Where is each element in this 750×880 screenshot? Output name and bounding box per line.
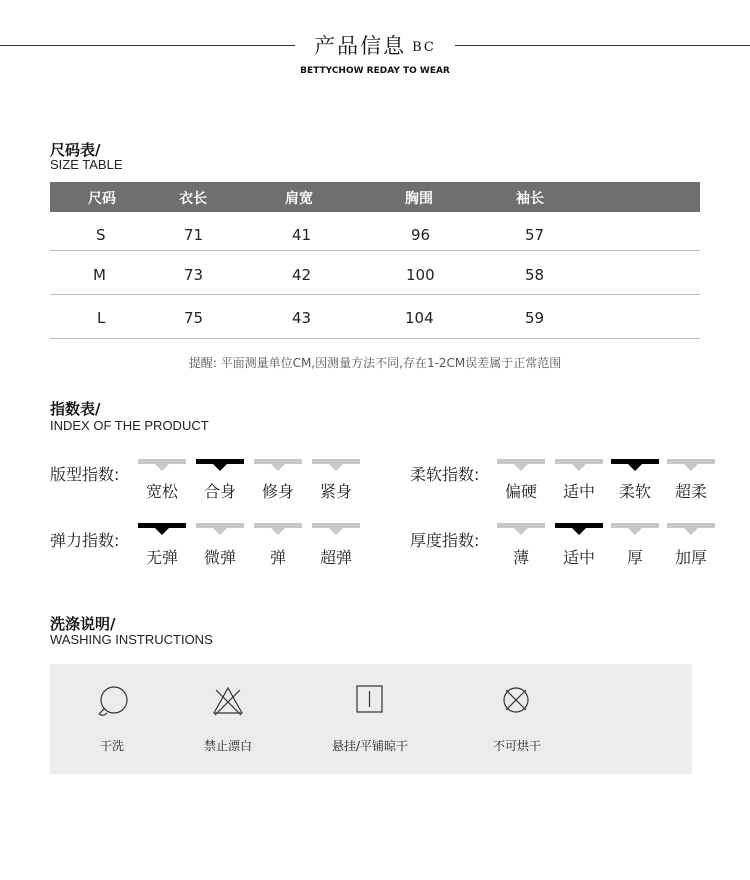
index-indicator (254, 459, 302, 471)
index-label: 版型指数: (50, 465, 120, 484)
hang-dry-icon (349, 681, 389, 721)
index-indicator (555, 523, 603, 535)
index-label: 柔软指数: (410, 465, 480, 484)
table-cell: S (96, 226, 106, 244)
table-cell: 57 (525, 226, 545, 244)
index-option: 超柔 (674, 482, 707, 501)
index-indicator (497, 459, 545, 471)
table-cell: 100 (406, 266, 435, 284)
index-indicator (254, 523, 302, 535)
index-indicator (611, 459, 659, 471)
index-option: 微弹 (203, 548, 236, 567)
size-header-cell: 袖长 (516, 191, 544, 207)
table-cell: 43 (292, 309, 312, 327)
washing-subtitle: WASHING INSTRUCTIONS (50, 632, 213, 647)
size-header-cell: 肩宽 (285, 191, 313, 207)
size-header-cell: 衣长 (179, 191, 207, 207)
size-header-cell: 胸围 (405, 191, 433, 207)
index-indicator (312, 459, 360, 471)
index-indicator (196, 459, 244, 471)
index-option: 超弹 (319, 548, 352, 567)
table-cell: 75 (184, 309, 204, 327)
washing-panel (50, 664, 692, 774)
size-table-title: 尺码表/ (50, 141, 101, 159)
index-option: 适中 (562, 482, 595, 501)
index-option: 厚 (626, 548, 643, 567)
index-label: 弹力指数: (50, 531, 120, 550)
dry-clean-icon (93, 682, 133, 722)
row-divider (50, 338, 700, 339)
index-indicator (667, 459, 715, 471)
wash-label: 干洗 (99, 739, 124, 753)
index-option: 修身 (261, 482, 294, 501)
index-option: 宽松 (145, 482, 178, 501)
table-cell: 96 (411, 226, 431, 244)
no-tumble-dry-icon (496, 682, 536, 722)
table-cell: M (93, 266, 106, 284)
table-cell: 73 (184, 266, 204, 284)
row-divider (50, 250, 700, 251)
table-cell: 41 (292, 226, 312, 244)
index-indicator (312, 523, 360, 535)
size-header-cell: 尺码 (88, 191, 116, 207)
index-indicator (667, 523, 715, 535)
index-indicator (611, 523, 659, 535)
brand-subtitle: BETTYCHOW REDAY TO WEAR (300, 66, 450, 76)
index-indicator (555, 459, 603, 471)
page-title: 产品信息 (314, 34, 407, 58)
table-cell: 58 (525, 266, 545, 284)
no-bleach-icon (208, 682, 248, 722)
size-table-header (50, 182, 700, 212)
table-cell: L (97, 309, 106, 327)
index-option: 紧身 (319, 482, 352, 501)
index-subtitle: INDEX OF THE PRODUCT (50, 418, 209, 433)
index-title: 指数表/ (50, 400, 101, 418)
washing-title: 洗涤说明/ (50, 615, 116, 633)
table-cell: 42 (292, 266, 312, 284)
index-option: 加厚 (674, 548, 707, 567)
wash-label: 不可烘干 (492, 739, 541, 753)
index-option: 适中 (562, 548, 595, 567)
index-option: 薄 (512, 548, 529, 567)
index-option: 柔软 (618, 482, 651, 501)
index-option: 偏硬 (504, 482, 537, 501)
table-cell: 104 (405, 309, 434, 327)
index-option: 弹 (269, 548, 286, 567)
table-cell: 71 (184, 226, 204, 244)
index-indicator (497, 523, 545, 535)
index-option: 合身 (203, 482, 236, 501)
index-option: 无弹 (145, 548, 178, 567)
size-table-subtitle: SIZE TABLE (50, 157, 123, 172)
page-header (0, 30, 750, 60)
table-cell: 59 (525, 309, 545, 327)
wash-label: 悬挂/平铺晾干 (331, 739, 409, 753)
wash-label: 禁止漂白 (203, 739, 252, 753)
index-indicator (196, 523, 244, 535)
index-indicator (138, 523, 186, 535)
index-label: 厚度指数: (410, 531, 480, 550)
row-divider (50, 294, 700, 295)
measurement-note: 提醒: 平面测量单位CM,因测量方法不同,存在1-2CM误差属于正常范围 (188, 356, 562, 370)
index-indicator (138, 459, 186, 471)
brand-logo: BC (412, 39, 436, 55)
